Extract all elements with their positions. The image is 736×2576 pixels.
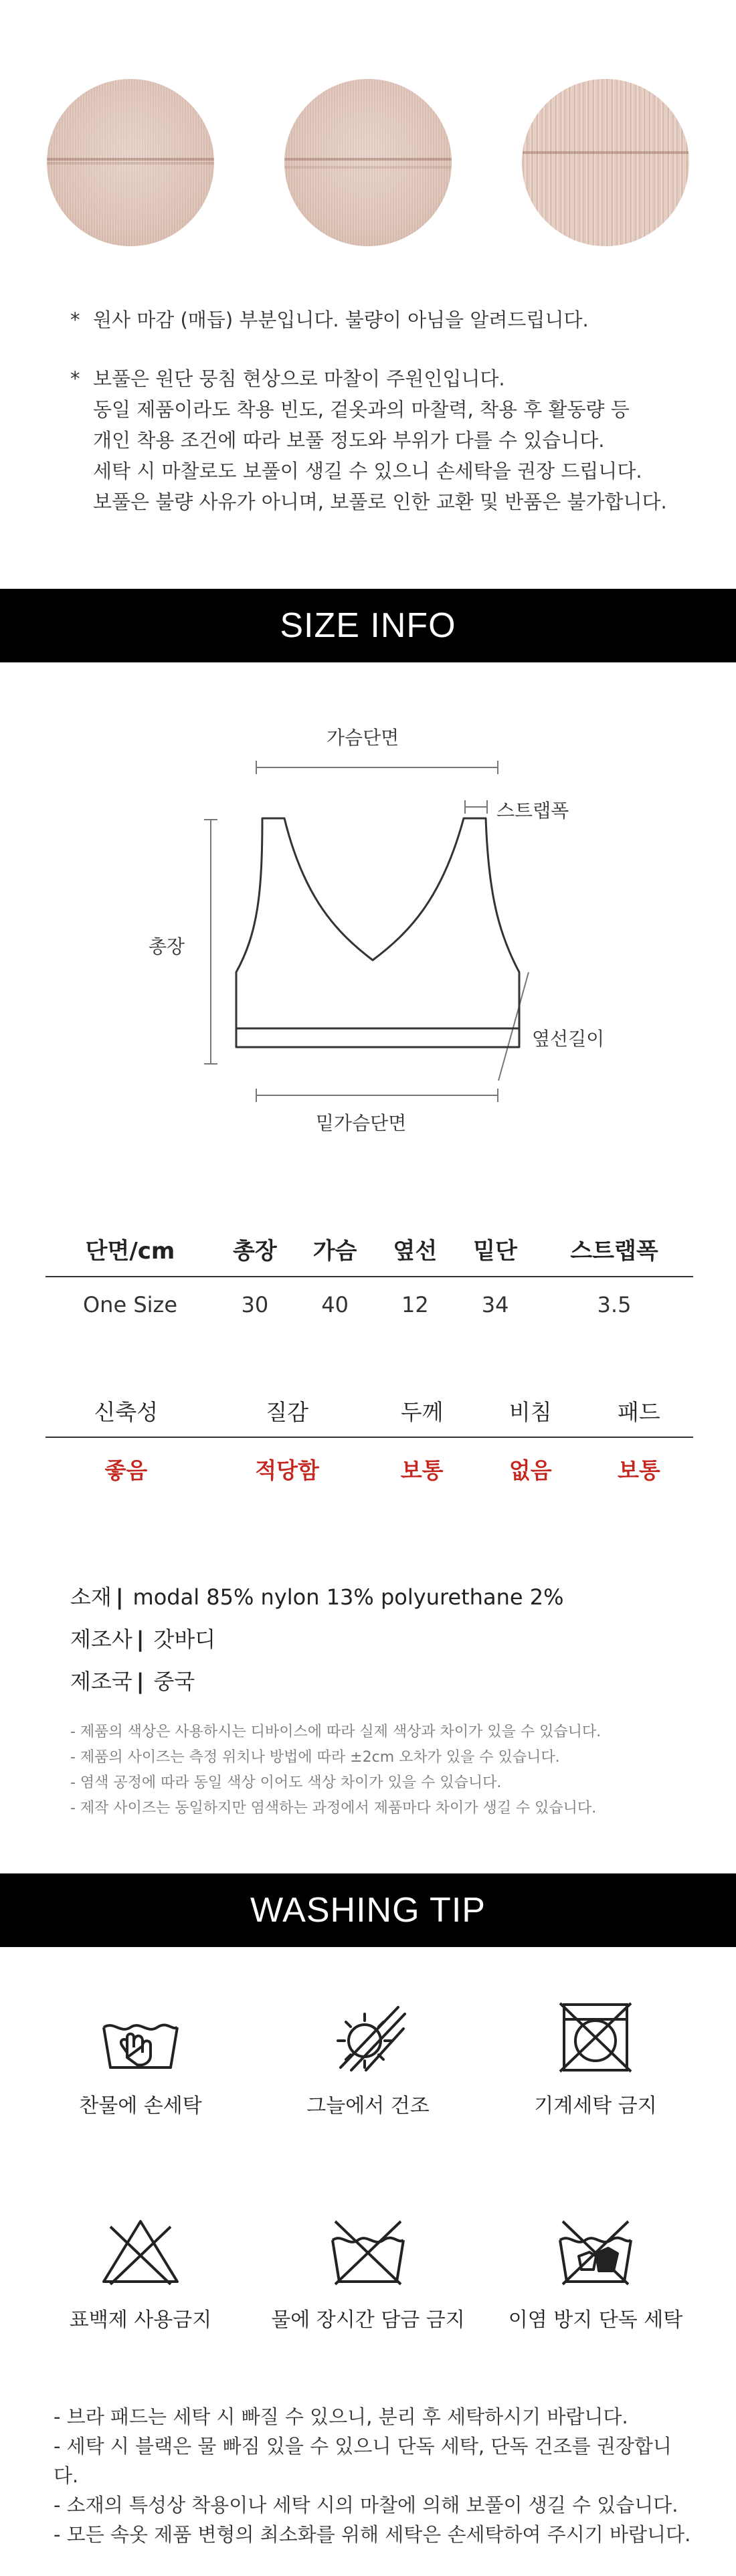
note-line: 원사 마감 (매듭) 부분입니다. 불량이 아님을 알려드립니다.	[93, 308, 589, 331]
washing-tip-title: WASHING TIP	[250, 1891, 486, 1930]
care-label: 기계세탁 금지	[534, 2094, 657, 2118]
spec-manufacturer	[70, 1623, 215, 1653]
column-header: 단면/cm	[45, 1221, 215, 1277]
label-side: 옆선길이	[532, 1028, 605, 1050]
fabric-notes	[70, 304, 672, 517]
spec-value: modal 85% nylon 13% polyurethane 2%	[132, 1584, 564, 1610]
care-label: 그늘에서 건조	[306, 2094, 430, 2118]
column-header: 스트랩폭	[535, 1221, 693, 1277]
shade-dry-icon	[325, 2001, 411, 2074]
table-cell: 34	[481, 1292, 509, 1317]
care-item	[27, 2215, 254, 2332]
note-bullet: *	[70, 367, 80, 390]
fit-value: 보통	[400, 1457, 444, 1483]
note-line: 보풀은 원단 뭉침 현상으로 마찰이 주원인입니다.	[93, 367, 505, 390]
column-header: 총장	[215, 1221, 295, 1277]
fit-value: 보통	[618, 1457, 660, 1483]
column-header: 가슴	[295, 1221, 375, 1277]
column-header: 밑단	[455, 1221, 535, 1277]
size-info-title: SIZE INFO	[280, 606, 456, 645]
care-label: 표백제 사용금지	[69, 2308, 212, 2332]
spec-origin	[70, 1665, 195, 1695]
table-cell: One Size	[82, 1292, 177, 1317]
fit-row	[45, 1437, 693, 1499]
spec-material	[70, 1580, 563, 1611]
spec-separator: |	[136, 1627, 145, 1652]
fit-value: 적당함	[255, 1457, 319, 1483]
fit-header: 패드	[585, 1385, 693, 1437]
spec-value: 갓바디	[153, 1627, 216, 1652]
bra-diagram	[0, 719, 736, 1147]
fabric-swatch-2	[284, 79, 452, 246]
size-diagram	[0, 719, 736, 1147]
fine-print-line: - 제품의 색상은 사용하시는 디바이스에 따라 실제 색상과 차이가 있을 수 있습니다.	[70, 1724, 602, 1740]
spec-key: 제조사	[70, 1627, 132, 1652]
washing-note-line: - 세탁 시 블랙은 물 빠짐 있을 수 있으니 단독 세탁, 단독 건조를 권장합니다.	[54, 2435, 672, 2487]
care-item	[27, 2001, 254, 2118]
size-info-banner	[0, 589, 736, 662]
table-row	[45, 1277, 693, 1332]
fine-print-line: - 제품의 사이즈는 측정 위치나 방법에 따라 ±2cm 오차가 있을 수 있습니다.	[70, 1749, 560, 1766]
fine-print-line: - 염색 공정에 따라 동일 색상 이어도 색상 차이가 있을 수 있습니다.	[70, 1774, 502, 1791]
no-machine-wash-icon	[552, 2001, 639, 2074]
care-label: 찬물에 손세탁	[79, 2094, 202, 2118]
washing-notes	[54, 2402, 696, 2549]
column-header: 옆선	[375, 1221, 455, 1277]
care-label: 물에 장시간 담금 금지	[271, 2308, 465, 2332]
wash-separately-icon	[552, 2215, 639, 2288]
fit-header: 신축성	[45, 1385, 207, 1437]
note-yarn-finish	[70, 304, 672, 335]
label-under: 밑가슴단면	[316, 1112, 407, 1134]
size-fine-print	[70, 1720, 672, 1821]
no-soak-icon	[325, 2215, 411, 2288]
care-item	[482, 2215, 709, 2332]
label-strap: 스트랩폭	[496, 800, 569, 822]
spec-key: 제조국	[70, 1669, 132, 1694]
fabric-swatches	[0, 0, 736, 274]
fit-value: 좋음	[104, 1457, 148, 1483]
note-line: 세탁 시 마찰로도 보풀이 생길 수 있으니 손세탁을 권장 드립니다.	[93, 460, 642, 482]
fabric-swatch-3	[522, 79, 689, 246]
fit-value: 없음	[509, 1457, 552, 1483]
washing-note-line: - 브라 패드는 세탁 시 빠질 수 있으니, 분리 후 세탁하시기 바랍니다.	[54, 2405, 628, 2428]
washing-note-line: - 소재의 특성상 착용이나 세탁 시의 마찰에 의해 보풀이 생길 수 있습니다.	[54, 2494, 678, 2516]
table-cell: 40	[321, 1292, 349, 1317]
spec-value: 중국	[153, 1669, 195, 1694]
size-table-header	[45, 1221, 693, 1277]
table-cell: 12	[401, 1292, 429, 1317]
spec-separator: |	[136, 1669, 145, 1694]
care-item	[254, 2215, 482, 2332]
note-line: 보풀은 불량 사유가 아니며, 보풀로 인한 교환 및 반품은 불가합니다.	[93, 490, 667, 513]
note-line: 개인 착용 조건에 따라 보풀 정도와 부위가 다를 수 있습니다.	[93, 429, 605, 452]
care-item	[482, 2001, 709, 2118]
fit-header: 비침	[476, 1385, 585, 1437]
label-chest: 가슴단면	[327, 727, 399, 749]
fit-header: 질감	[207, 1385, 368, 1437]
table-cell: 30	[241, 1292, 269, 1317]
table-cell: 3.5	[597, 1292, 632, 1317]
washing-note-line: - 모든 속옷 제품 변형의 최소화를 위해 세탁은 손세탁하여 주시기 바랍니다.	[54, 2523, 691, 2546]
note-bullet: *	[70, 308, 80, 331]
care-label: 이염 방지 단독 세탁	[508, 2308, 683, 2332]
spec-key: 소재	[70, 1584, 112, 1610]
size-table	[45, 1221, 693, 1332]
fine-print-line: - 제작 사이즈는 동일하지만 염색하는 과정에서 제품마다 차이가 생길 수 있습니다.	[70, 1800, 597, 1817]
label-length: 총장	[149, 935, 185, 957]
washing-tip-banner	[0, 1873, 736, 1947]
note-line: 동일 제품이라도 착용 빈도, 겉옷과의 마찰력, 착용 후 활동량 등	[93, 398, 630, 421]
care-item	[254, 2001, 482, 2118]
no-bleach-icon	[97, 2215, 184, 2288]
fit-table-header	[45, 1385, 693, 1437]
hand-wash-icon	[97, 2001, 184, 2074]
note-pilling	[70, 363, 672, 517]
fit-header: 두께	[368, 1385, 476, 1437]
spec-separator: |	[115, 1584, 124, 1610]
fabric-swatch-1	[47, 79, 214, 246]
fit-table	[45, 1385, 693, 1499]
